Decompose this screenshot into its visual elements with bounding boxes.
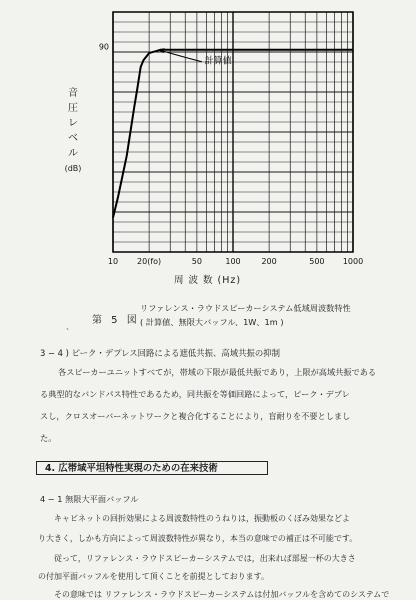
y-axis-char: ベ [68,133,78,144]
figure-number: 第 5 図 [92,315,140,326]
chart-grid [113,12,353,252]
paragraph-line: た。 [40,433,57,443]
section-3-4-heading: 3 − 4 ) ピーク・デプレス回路による遮低共振、高域共振の抑制 [40,348,281,358]
y-tick-label: 90 [98,42,109,52]
y-axis-label [64,86,82,176]
y-axis-unit: (dB) [64,164,82,173]
x-tick-label: 20(fo) [137,257,162,266]
figure-caption-line: リファレンス・ラウドスピーカーシステム低域周波数特性 [140,303,351,313]
x-tick-label: 50 [191,257,202,266]
chart-annotation [159,49,232,67]
stray-mark: 、 [66,322,74,331]
section-4-heading: 4. 広帯域平坦特性実現のための在来技術 [36,461,268,475]
y-axis-char: ル [68,148,78,159]
paragraph-line: る典型的なバンドパス特性であるため，同共振を等価回路によって，ピーク・デプレ [40,389,350,399]
x-tick-label: 200 [261,257,277,266]
x-tick-label: 1000 [342,257,364,266]
figure-caption [140,301,351,329]
paragraph-line: その意味では リファレンス・ラウドスピーカーシステムは付加バッフルを含めてのシステムで [54,590,390,599]
annotation-label: 計算値 [204,56,232,67]
paragraph-line: キャビネットの回折効果による周波数特性のうねりは，振動板のくぼみ効果などよ [54,514,350,523]
paragraph-line: スし，クロスオーバーネットワークと複合化することにより，盲耐りを不要としまし [40,411,351,421]
figure-caption-line: ( 計算値、無限大バッフル、1W、1m ) [140,317,284,327]
x-tick-label: 500 [309,257,325,266]
section-4-1-heading: 4 − 1 無限大平面バッフル [40,494,139,504]
y-axis-char: 音 [68,88,78,99]
x-tick-label: 10 [107,257,119,266]
x-axis-label: 周 波 数 (Hz) [174,275,242,286]
frequency-response-chart [0,0,416,270]
x-tick-label: 100 [225,257,241,266]
y-axis-char: レ [68,118,78,129]
paragraph-line: 各スピーカーユニットすべてが，帯域の下限が最低共振であり，上限が高域共振である [58,367,377,377]
y-axis-char: 圧 [68,103,78,114]
paragraph-line: り大きく，しかも方向によって周波数特性が異なり，本当の意味での補正は不可能です。 [38,534,358,543]
paragraph-line: の付加平面バッフルを使用して頂くことを前提としております。 [38,572,270,581]
paragraph-line: 従って，リファレンス・ラウドスピーカーシステムでは，出来れば部屋一杯の大きさ [54,554,356,563]
